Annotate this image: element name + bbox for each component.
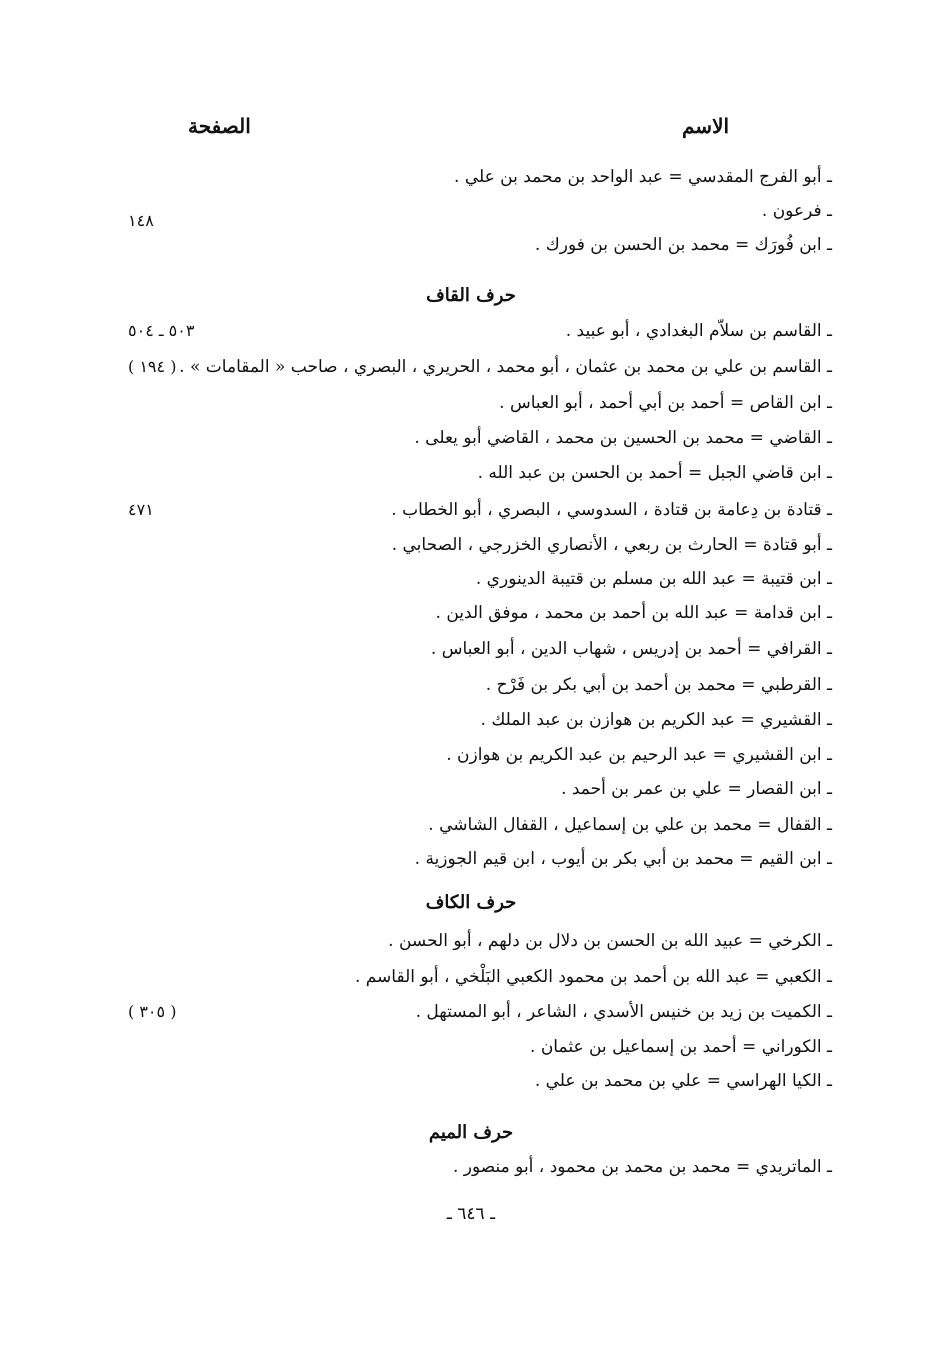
entry-text: ـ القرطبي = محمد بن أحمد بن أبي بكر بن فَرْح . <box>485 675 832 695</box>
index-entry <box>0 194 942 228</box>
index-entry <box>0 421 942 455</box>
entry-page: ( ١٩٤ ) <box>128 357 177 376</box>
entry-text: ـ القاسم بن علي بن محمد بن عثمان ، أبو محمد ، الحريري ، البصري ، صاحب « المقامات » . <box>179 357 832 377</box>
entry-text: ـ أبو قتادة = الحارث بن ربعي ، الأنصاري الخزرجي ، الصحابي . <box>391 535 832 555</box>
index-entry <box>0 386 942 420</box>
index-entry <box>0 1030 942 1064</box>
entry-text: ـ ابن قاضي الجبل = أحمد بن الحسن بن عبد الله . <box>477 463 832 483</box>
entry-text: ـ الكميت بن زيد بن خنيس الأسدي ، الشاعر ، أبو المستهل . <box>415 1002 832 1022</box>
entry-page: ( ٣٠٥ ) <box>128 1002 177 1021</box>
entry-text: ـ الكيا الهراسي = علي بن محمد بن علي . <box>534 1071 832 1091</box>
entry-text: ـ ابن قتيبة = عبد الله بن مسلم بن قتيبة الدينوري . <box>475 569 832 589</box>
index-entry <box>0 808 942 842</box>
index-entry <box>0 960 942 994</box>
section-heading-kaf: حرف الكاف <box>425 892 517 913</box>
index-entry <box>0 1150 942 1184</box>
index-entry <box>0 924 942 958</box>
index-entry <box>0 350 942 384</box>
entry-text: ـ القشيري = عبد الكريم بن هوازن بن عبد الملك . <box>480 710 832 730</box>
entry-text: ـ القفال = محمد بن علي بن إسماعيل ، القفال الشاشي . <box>428 815 832 835</box>
entry-page: ١٤٨ <box>128 211 154 230</box>
entry-text: ـ الكوراني = أحمد بن إسماعيل بن عثمان . <box>530 1037 832 1057</box>
entry-text: ـ ابن فُورَك = محمد بن الحسن بن فورك . <box>534 235 832 255</box>
index-entry <box>0 842 942 876</box>
index-entry <box>0 160 942 194</box>
section-heading-qaf: حرف القاف <box>426 285 516 306</box>
entry-text: ـ ابن القاص = أحمد بن أبي أحمد ، أبو العباس . <box>499 393 832 413</box>
index-entry <box>0 228 942 262</box>
entry-text: ـ ابن القصار = علي بن عمر بن أحمد . <box>561 779 832 799</box>
entry-text: ـ القاضي = محمد بن الحسين بن محمد ، القاضي أبو يعلى . <box>414 428 832 448</box>
index-entry <box>0 668 942 702</box>
index-entry <box>0 596 942 630</box>
entry-text: ـ ابن القيم = محمد بن أبي بكر بن أيوب ، ابن قيم الجوزية . <box>414 849 832 869</box>
entry-text: ـ قتادة بن دِعامة بن قتادة ، السدوسي ، البصري ، أبو الخطاب . <box>391 500 832 520</box>
entry-text: ـ ابن القشيري = عبد الرحيم بن عبد الكريم بن هوازن . <box>446 745 832 765</box>
entry-text: ـ ابن قدامة = عبد الله بن أحمد بن محمد ، موفق الدين . <box>435 603 832 623</box>
index-entry <box>0 703 942 737</box>
index-entry <box>0 456 942 490</box>
entry-page: ٤٧١ <box>128 500 154 519</box>
entry-text: ـ الماتريدي = محمد بن محمد بن محمود ، أبو منصور . <box>452 1157 832 1177</box>
name-column-header: الاسم <box>682 114 730 138</box>
index-entry <box>0 632 942 666</box>
entry-text: ـ القاسم بن سلاّم البغدادي ، أبو عبيد . <box>565 321 832 341</box>
entry-text: ـ أبو الفرج المقدسي = عبد الواحد بن محمد بن علي . <box>454 167 832 187</box>
section-heading-mim: حرف الميم <box>428 1122 514 1143</box>
entry-text: ـ الكرخي = عبيد الله بن الحسن بن دلال بن دلهم ، أبو الحسن . <box>388 931 832 951</box>
index-entry <box>0 314 942 348</box>
entry-text: ـ الكعبي = عبد الله بن أحمد بن محمود الكعبي البَلْخي ، أبو القاسم . <box>354 967 832 987</box>
index-entry <box>0 562 942 596</box>
index-entry <box>0 995 942 1029</box>
page-column-header: الصفحة <box>188 114 251 138</box>
index-entry <box>0 772 942 806</box>
page-number: ـ ٦٤٦ ـ <box>446 1204 496 1224</box>
entry-text: ـ فرعون . <box>761 201 832 221</box>
index-entry <box>0 493 942 527</box>
index-entry <box>0 528 942 562</box>
index-entry <box>0 1064 942 1098</box>
entry-text: ـ القرافي = أحمد بن إدريس ، شهاب الدين ، أبو العباس . <box>430 639 832 659</box>
index-entry <box>0 738 942 772</box>
entry-page: ٥٠٣ ـ ٥٠٤ <box>128 321 195 340</box>
